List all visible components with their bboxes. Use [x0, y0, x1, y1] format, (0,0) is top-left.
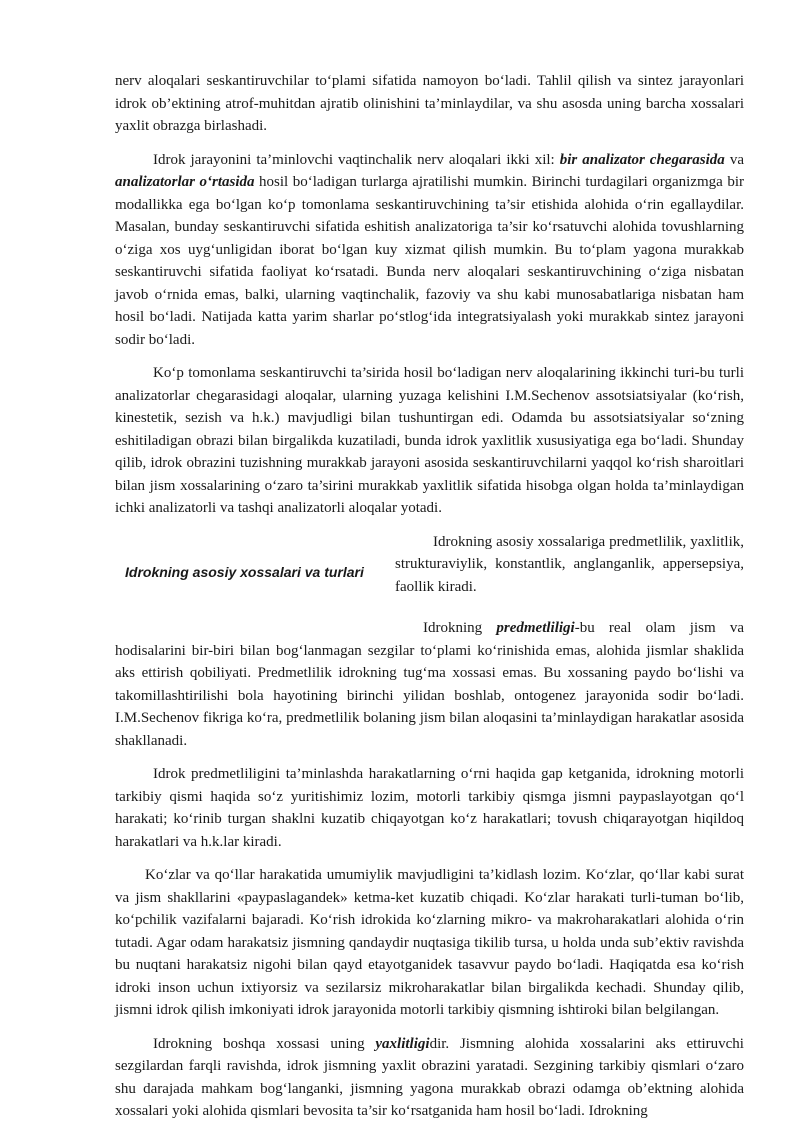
section-with-side-heading [115, 531, 744, 608]
paragraph-2-text-c: va [724, 151, 744, 168]
paragraph-1: nerv aloqalari seskantiruvchilar to‘plami sifatida namoyon bo‘ladi. Tahlil qilish va sintez jarayonlari idrok ob’ektining atrof-muhitdan ajratib olinishini ta’minlaydilar, va shu asosda uning barcha xossalari yaxlit obrazga birlashadi. [115, 73, 744, 134]
paragraph-5-text-a: Idrokning [423, 620, 497, 636]
side-text [395, 531, 744, 608]
paragraph-8 [115, 1033, 744, 1123]
paragraph-8-text-a: Idrokning boshqa xossasi uning [153, 1035, 376, 1052]
paragraph-7: Ko‘zlar va qo‘llar harakatida umumiylik mavjudligini ta’kidlash lozim. Ko‘zlar, qo‘llar kabi surat va jism shakllarini «paypaslagandek» ketma-ket kuzatib chiqadi. Ko‘zlar harakati turli-tuman bo‘lib, ko‘pchilik vazifalarni bajaradi. Ko‘rish idrokida ko‘zlarning mikro- va makroharakatlari alohida o‘rin tutadi. Agar odam harakatsiz jismning qandaydir nuqtasiga tikilib tursa, u holda unda sub’ektiv ravishda bu nuqtani harakatsiz nigohi bilan qayd etayotganidek tasavvur paydo bo‘ladi. Haqiqatda esa ko‘rish idroki inson uchun ixtiyorsiz va sezilarsiz mikroharakatlar bilan birgalikda kechadi. Shunday qilib, jismni idrok qilish imkoniyati idrok jarayonida motorli tarkibiy qismning ishtiroki bilan belgilangan. [115, 867, 744, 1018]
paragraph-6: Idrok predmetliligini ta’minlashda harakatlarning o‘rni haqida gap ketganida, idrokning motorli tarkibiy qismi haqida so‘z yuritishimiz lozim, motorli tarkibiy qismga jismni paypaslayotgan qo‘l harakati; ko‘rinib turgan shaklni kuzatib chiqayotgan ko‘z harakatlari; tovush chiqarayotgan hiqildoq harakatlari va h.k.lar kiradi. [115, 766, 744, 850]
paragraph-5 [115, 617, 744, 752]
section-heading: Idrokning asosiy xossalari va turlari [125, 563, 364, 580]
paragraph-4: Idrokning asosiy xossalariga predmetlilik, yaxlitlik, strukturaviylik, konstantlik, anglanganlik, appersepsiya, faollik kiradi. [395, 533, 744, 595]
paragraph-2-text-e: hosil bo‘ladigan turlarga ajratilishi mumkin. Birinchi turdagilari organizmga bir modallikka ega bo‘lgan ko‘p tomonlama seskantiruvchining ta’sir etishida alohida o‘rin egallaydilar. Masalan, bunday seskantiruvchi sifatida eshitish analizatoriga ta’sir ko‘rsatuvchi alohida tovushlarning o‘ziga xos uyg‘unligidan iborat bo‘lgan kuy xizmat qilish mumkin. Bu to‘plam yagona murakkab seskantiruvchi sifatida faoliyat ko‘rsatadi. Bunda nerv aloqalari seskantiruvchining o‘ziga nisbatan javob o‘rnida emas, balki, ularning vaqtinchalik, fazoviy va shu kabi munosabatlariga nisbatan ham hosil bo‘ladi. Natijada katta yarim sharlar po‘stlog‘ida integratsiyalash yoki murakkab sintez jarayoni sodir bo‘ladi. [115, 174, 744, 348]
term-within-analyzer: bir analizator chegarasida [559, 151, 725, 168]
term-between-analyzers: analizatorlar o‘rtasida [115, 174, 255, 190]
paragraph-2-text-a: Idrok jarayonini ta’minlovchi vaqtinchalik nerv aloqalari ikki xil: [153, 151, 560, 168]
term-objectivity: predmetliligi [496, 620, 575, 636]
paragraph-5-text-c: -bu real olam jism va hodisalarini bir-biri bilan bog‘lanmagan sezgilar to‘plami ko‘rinishida emas, alohida jismlar shaklida aks ettirish qobiliyati. Predmetlilik idrokning tug‘ma xossasi emas. Bu xossaning paydo bo‘lishi va takomillashtirilishi bola hayotining birinchi yilidan boshlab, ontogenez jarayonida sodir bo‘ladi. I.M.Sechenov fikriga ko‘ra, predmetlilik bolaning jism bilan aloqasini ta’minlaydigan harakatlar asosida shakllanadi. [115, 620, 744, 749]
paragraph-8-text-c: dir. Jismning alohida xossalarini aks ettiruvchi sezgilardan farqli ravishda, idrok jismning yaxlit obrazini yaratadi. Sezgining tarkibiy qismlari o‘zaro shu darajada mahkam bog‘langanki, jismning yagona murakkab obrazi odamga ob’ektning alohida xossalari yoki alohida qismlari bevosita ta’sir ko‘rsatganida ham hosil bo‘ladi. Idrokning [115, 1035, 744, 1119]
paragraph-3: Ko‘p tomonlama seskantiruvchi ta’sirida hosil bo‘ladigan nerv aloqalarining ikkinchi turi-bu turli analizatorlar chegarasidagi aloqalar, ularning yuzaga kelishini I.M.Sechenov assotsiatsiyalar (ko‘rish, kinestetik, sezish va h.k.) mavjudligi bilan tushuntirgan edi. Odamda bu assotsiatsiyalar so‘zning eshitiladigan obrazi bilan birgalikda kuzatiladi, bunda idrok yaxlitlik xususiyatiga ega bo‘ladi. Shunday qilib, idrok obrazini tuzishning murakkab jarayoni asosida seskantiruvchilarni yaqqol ko‘rish sharoitlari bilan jism xossalarining o‘zaro ta’sirini murakkab yaxlitlik sifatida hisobga olgan holda ta’minlaydigan ichki analizatorli va tashqi analizatorli aloqalar yotadi. [115, 365, 744, 516]
term-integrity: yaxlitligi [375, 1035, 430, 1052]
paragraph-2 [115, 149, 744, 352]
